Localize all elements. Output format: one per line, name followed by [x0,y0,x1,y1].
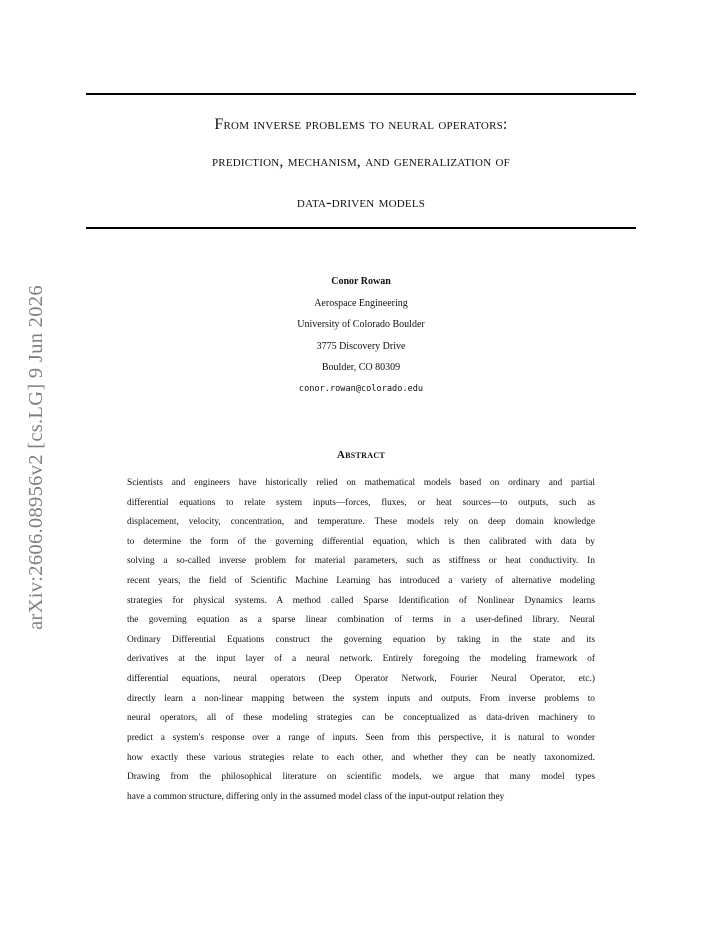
author-name: Conor Rowan [331,276,391,287]
paper-title-line-3: data-driven models [296,194,426,211]
author-block [86,271,636,400]
abstract-line: recent years, the field of Scientific Machine Learning has introduced a variety of alternative modeling [127,576,595,587]
abstract-line: to determine the form of the governing differential equation, which is then calibrated with data by [127,536,595,547]
abstract-body [127,474,595,807]
arxiv-identifier-text: arXiv:2606.08956v2 [cs.LG] 9 Jun 2026 [24,285,47,630]
author-street: 3775 Discovery Drive [316,340,406,352]
abstract-line: Ordinary Differential Equations construct the governing equation by taking in the state and its [127,634,595,645]
title-top-rule [86,93,636,95]
title-bottom-rule [86,227,636,229]
author-institution: University of Colorado Boulder [297,319,425,330]
author-email[interactable]: conor.rowan@colorado.edu [298,383,424,394]
abstract-line: the governing equation as a sparse linear combination of terms in a user-defined library. Neural [127,615,595,626]
author-city: Boulder, CO 80309 [321,362,401,373]
abstract-line: Scientists and engineers have historically relied on mathematical models based on ordinary and partial [127,478,595,488]
author-department: Aerospace Engineering [314,297,408,309]
arxiv-side-identifier [16,270,56,645]
abstract-line: solving a so-called inverse problem for material parameters, such as stiffness or heat conductivity. In [127,556,595,567]
abstract-line: directly learn a non-linear mapping between the system inputs and outputs. From inverse problems to [127,693,595,704]
abstract-line: strategies for physical systems. A method called Sparse Identification of Nonlinear Dynamics learns [127,595,595,606]
abstract-line: neural operators, all of these modeling strategies can be conceptualized as data-driven machinery to [127,713,595,724]
abstract-line: Drawing from the philosophical literature on scientific models, we argue that many model types [127,772,595,783]
abstract-heading: Abstract [336,449,386,461]
abstract-line: have a common structure, differing only in the assumed model class of the input-output relation they [127,791,505,802]
paper-title-line-2: prediction, mechanism, and generalization of [211,153,510,170]
abstract-line: differential equations to relate system inputs—forces, fluxes, or heat sources—to outputs, such as [127,497,595,508]
paper-title-line-1: From inverse problems to neural operators: [214,116,508,133]
abstract-line: predict a system's response over a range of inputs. Seen from this perspective, it is natural to wonder [127,732,595,743]
abstract-line: how exactly these various strategies relate to each other, and whether they can be neatly taxonomized. [127,752,595,763]
abstract-line: differential equations, neural operators (Deep Operator Network, Fourier Neural Operator, etc.) [127,674,595,685]
abstract-line: displacement, velocity, concentration, and temperature. These models rely on deep domain knowledge [127,517,595,528]
abstract-line: derivatives at the input layer of a neural network. Entirely foregoing the modeling framework of [127,654,595,665]
